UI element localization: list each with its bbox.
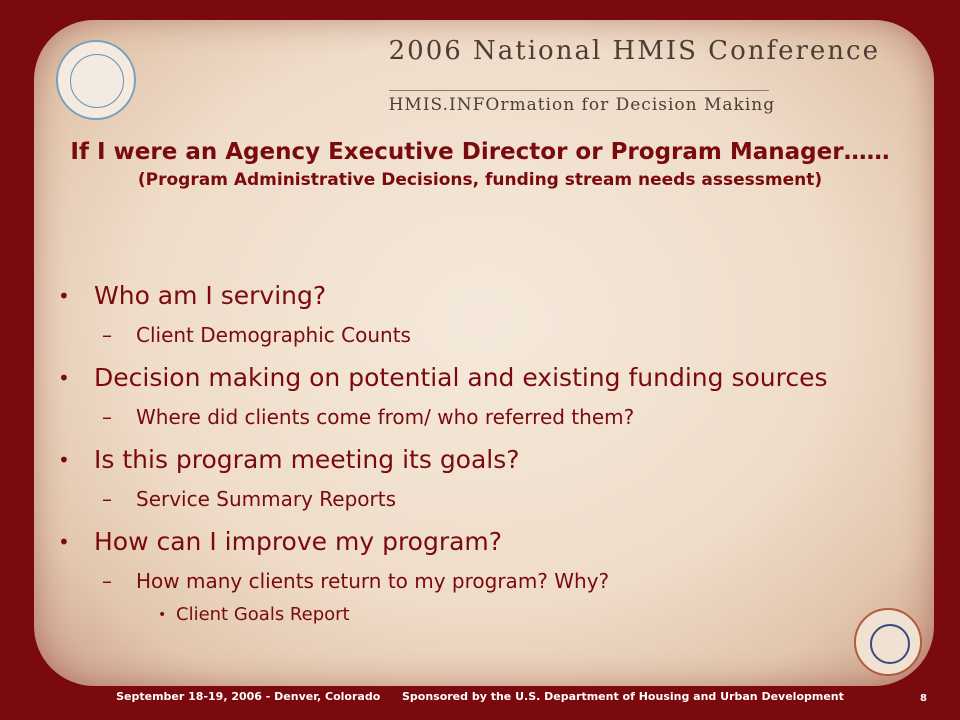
- conference-tagline: HMIS.INFOrmation for Decision Making: [388, 95, 776, 115]
- slide-title: If I were an Agency Executive Director or Program Manager……: [70, 139, 890, 165]
- hud-seal-logo: [56, 40, 136, 120]
- conference-title: 2006 National HMIS Conference: [388, 36, 880, 66]
- dash-icon: –: [102, 487, 112, 511]
- bullet-text: Who am I serving?: [94, 281, 327, 310]
- bullet-item: [58, 525, 838, 559]
- footer: [0, 690, 960, 703]
- sub-bullet-text: Client Demographic Counts: [136, 323, 411, 347]
- bullet-text: How can I improve my program?: [94, 527, 503, 556]
- conference-badge-logo: [854, 608, 922, 676]
- bullet-dot-icon: •: [158, 607, 167, 623]
- conference-header: [389, 36, 880, 115]
- slide-subtitle: (Program Administrative Decisions, funding stream needs assessment): [137, 170, 823, 190]
- bullet-dot-icon: •: [58, 284, 70, 308]
- footer-left: September 18-19, 2006 - Denver, Colorado: [116, 690, 381, 703]
- sub-bullet-text: Service Summary Reports: [136, 487, 396, 511]
- sub-bullet-item: [58, 321, 838, 349]
- dash-icon: –: [102, 323, 112, 347]
- slide-title-block: [70, 138, 890, 193]
- sub-sub-bullet-text: Client Goals Report: [176, 604, 350, 625]
- sub-bullet-item: [58, 403, 838, 431]
- bullet-dot-icon: •: [58, 530, 70, 554]
- bullet-text: Decision making on potential and existing funding sources: [94, 363, 828, 392]
- header-divider: [389, 90, 769, 91]
- bullet-item: [58, 279, 838, 313]
- dash-icon: –: [102, 569, 112, 593]
- footer-right: Sponsored by the U.S. Department of Housing and Urban Development: [401, 690, 844, 703]
- slide-number: 8: [920, 693, 927, 704]
- bullet-dot-icon: •: [58, 366, 70, 390]
- bullet-item: [58, 443, 838, 477]
- sub-bullet-text: How many clients return to my program? Why?: [136, 569, 610, 593]
- sub-bullet-item: [58, 485, 838, 513]
- sub-bullet-item: [58, 567, 838, 595]
- slide-content: [58, 279, 838, 627]
- sub-bullet-text: Where did clients come from/ who referred them?: [136, 405, 635, 429]
- bullet-item: [58, 361, 838, 395]
- bullet-text: Is this program meeting its goals?: [94, 445, 520, 474]
- sub-sub-bullet-item: [58, 603, 838, 627]
- badge-inner-ring: [870, 624, 910, 664]
- dash-icon: –: [102, 405, 112, 429]
- hud-seal-inner-ring: [70, 54, 124, 108]
- bullet-dot-icon: •: [58, 448, 70, 472]
